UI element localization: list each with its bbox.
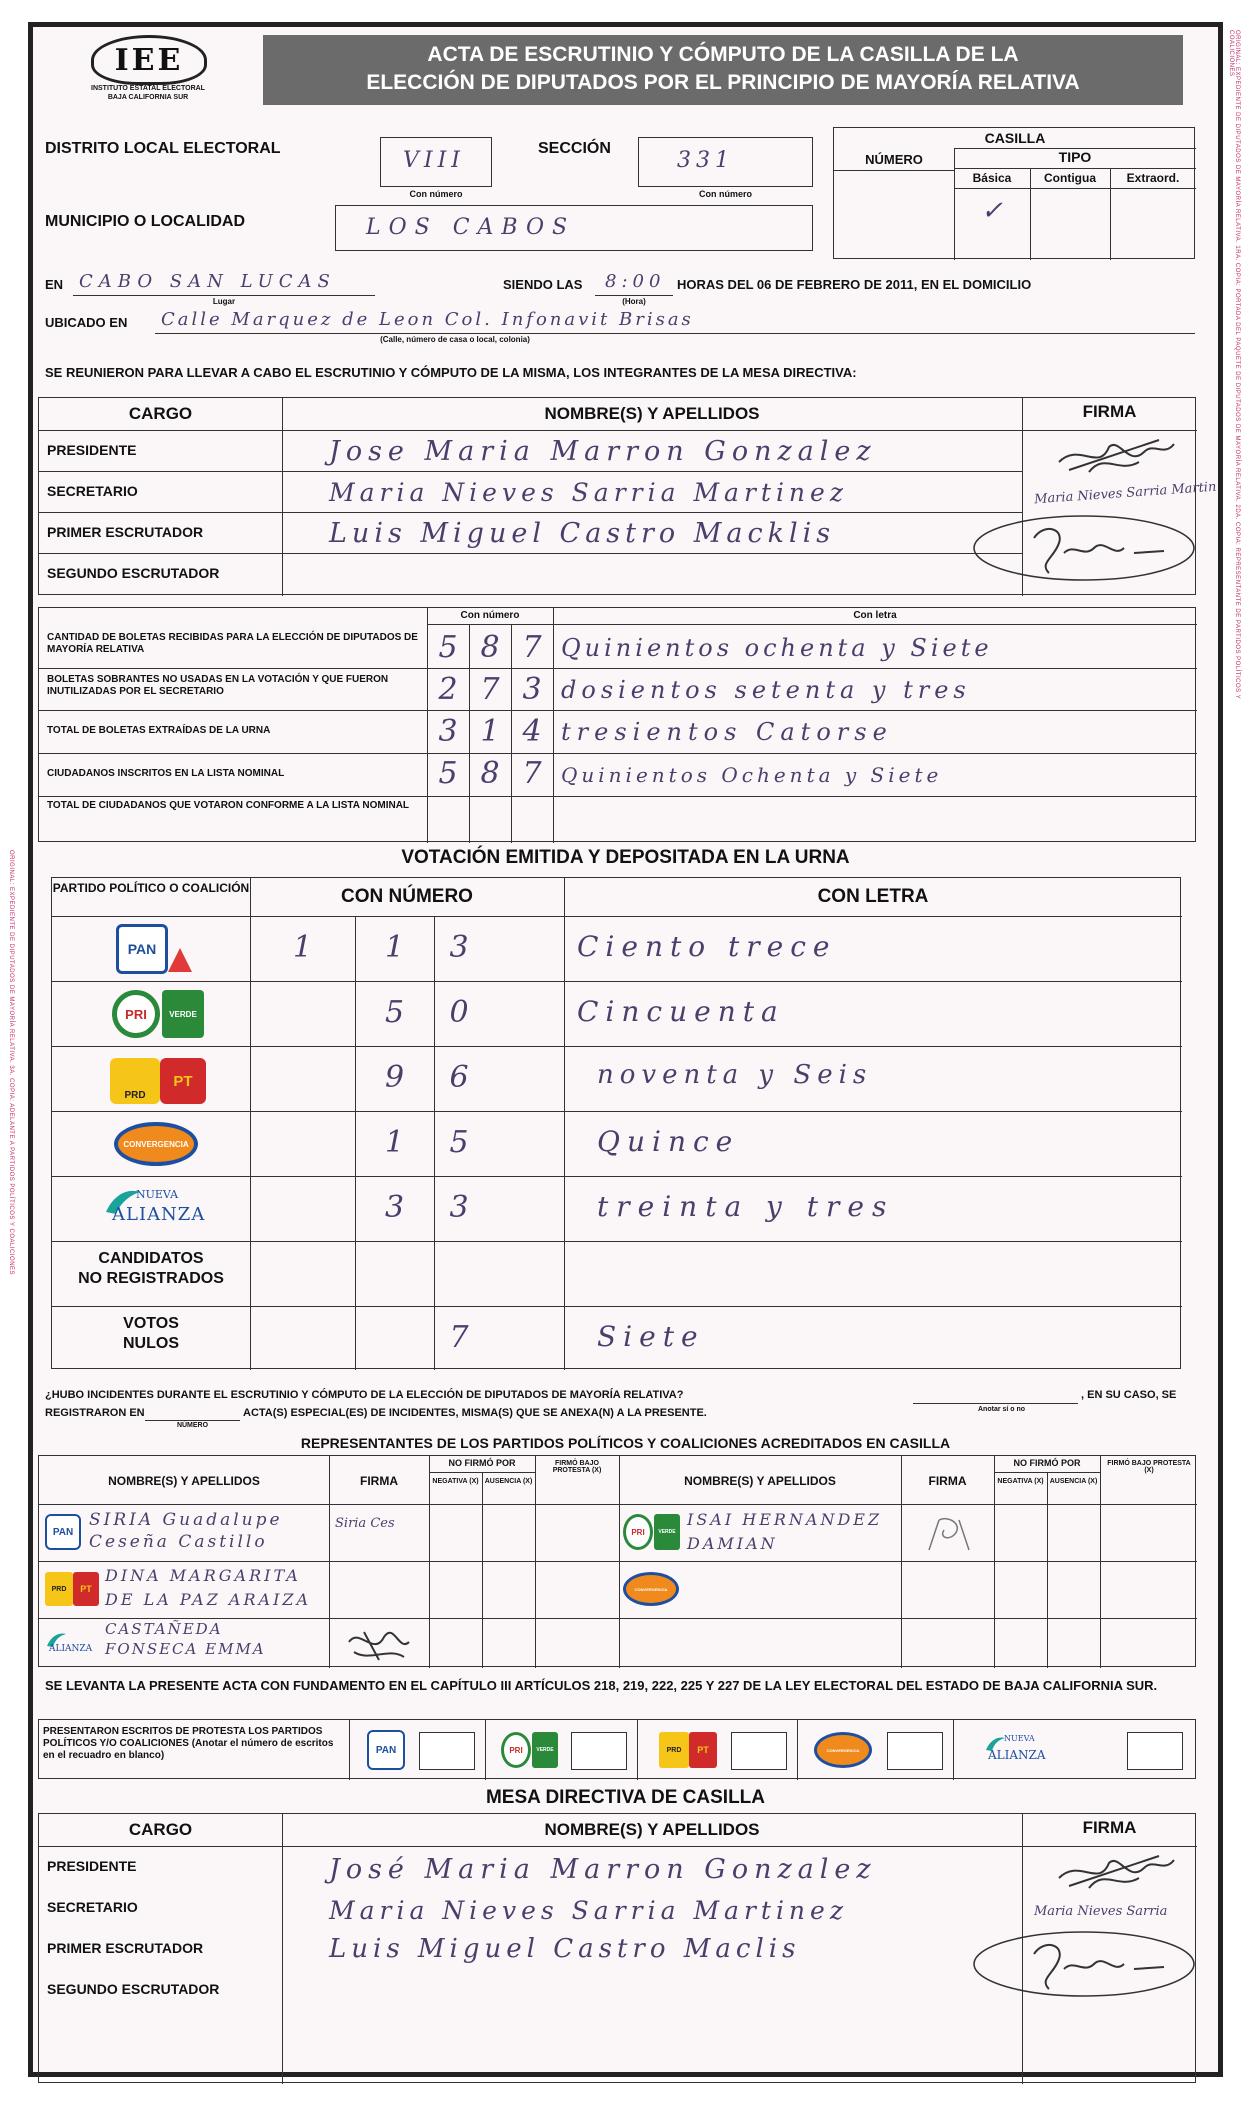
mesa-top-cargo-3: PRIMER ESCRUTADOR	[47, 524, 204, 540]
protesta-pan-logo: PAN	[367, 1730, 405, 1770]
candidatos-label-1: CANDIDATOS	[98, 1250, 204, 1267]
rep-negativa-left: NEGATIVA (X)	[432, 1478, 479, 1485]
iee-logo-mark: IEE	[91, 35, 207, 85]
vote-digit: 7	[449, 1320, 469, 1355]
casilla-table	[833, 127, 1195, 259]
incidentes-line1-end: , EN SU CASO, SE	[1081, 1389, 1177, 1401]
signature-escrutador-bottom	[964, 1919, 1199, 2014]
domicilio-value: Calle Marquez de Leon Col. Infonavit Brisas	[161, 309, 694, 330]
mesa-top-cargo-1: PRESIDENTE	[47, 442, 137, 458]
basica-check: ✓	[981, 196, 1003, 226]
mesa-bottom-nombre-header: NOMBRE(S) Y APELLIDOS	[544, 1820, 760, 1839]
protesta-table	[38, 1719, 1196, 1779]
convergencia-logo: CONVERGENCIA	[114, 1122, 198, 1166]
title-line2: ELECCIÓN DE DIPUTADOS POR EL PRINCIPIO DE MAYORÍA RELATIVA	[366, 71, 1080, 94]
tipo-basica: Básica	[972, 171, 1012, 185]
candidatos-label-2: NO REGISTRADOS	[78, 1270, 224, 1287]
protesta-na-box[interactable]	[1127, 1732, 1183, 1770]
rep-nombre-header-right: NOMBRE(S) Y APELLIDOS	[684, 1474, 836, 1488]
protesta-nueva-alianza-logo	[984, 1734, 1064, 1770]
boletas-con-numero-header: Con número	[460, 610, 520, 621]
boletas-label-3: TOTAL DE BOLETAS EXTRAÍDAS DE LA URNA	[47, 725, 271, 736]
rep-firma-header-right: FIRMA	[928, 1474, 967, 1488]
signature-secretario-bottom: Maria Nieves Sarria	[1034, 1904, 1168, 1919]
protesta-na-text-2: ALIANZA	[988, 1748, 1046, 1762]
mesa-bottom-nombre-2: Maria Nieves Sarria Martinez	[329, 1896, 849, 1925]
vote-digit: 9	[384, 1060, 405, 1095]
rep-protesta-left: FIRMÓ BAJO PROTESTA (X)	[552, 1460, 602, 1474]
verde-logo: VERDE	[162, 990, 204, 1038]
votacion-table	[51, 877, 1181, 1369]
numero-label: NÚMERO	[865, 152, 923, 167]
vote-letra-conv: Quince	[597, 1125, 740, 1158]
rep-convergencia-logo: CONVERGENCIA	[623, 1572, 679, 1606]
rep-nombre-header-left: NOMBRE(S) Y APELLIDOS	[108, 1474, 260, 1488]
mesa-top-cargo-4: SEGUNDO ESCRUTADOR	[47, 565, 220, 581]
municipio-value: LOS CABOS	[366, 215, 576, 240]
mesa-top-cargo-header: CARGO	[128, 404, 193, 423]
vote-digit: 1	[384, 1125, 405, 1160]
protesta-text: PRESENTARON ESCRITOS DE PROTESTA LOS PARTIDOS POLÍTICOS Y/O COALICIONES (Anotar el número de escritos en el recuadro en blanco)	[43, 1726, 334, 1761]
boletas-table	[38, 607, 1196, 842]
rep-ausencia-left: AUSENCIA (X)	[484, 1478, 533, 1485]
mesa-top-table	[38, 397, 1217, 595]
hora-value: 8:00	[605, 271, 666, 292]
rep-nueva-alianza-logo	[45, 1628, 105, 1658]
protesta-verde-logo: VERDE	[532, 1732, 558, 1768]
org-name-line1: INSTITUTO ESTATAL ELECTORAL	[91, 85, 205, 92]
boletas-label-4: CIUDADANOS INSCRITOS EN LA LISTA NOMINAL	[47, 768, 285, 779]
signature-secretario-top: Maria Nieves Sarria Martin	[1033, 479, 1217, 508]
rep-left-nombre-3a: CASTAÑEDA	[105, 1620, 223, 1638]
mesa-bottom-table	[38, 1813, 1196, 2083]
votacion-con-numero-header: CON NÚMERO	[341, 886, 473, 907]
siendo-label: SIENDO LAS	[503, 277, 583, 292]
rep-left-nombre-1b: Ceseña Castillo	[89, 1532, 268, 1552]
rep-right-nombre-1a: ISAI HERNANDEZ	[687, 1510, 883, 1529]
rep-pt-logo: PT	[73, 1572, 99, 1606]
distrito-box	[380, 137, 492, 187]
vote-letra-prd: noventa y Seis	[597, 1060, 873, 1090]
lugar-caption: Lugar	[212, 297, 236, 306]
nueva-alianza-text-1: NUEVA	[136, 1188, 179, 1201]
rep-prd-logo: PRD	[45, 1572, 73, 1606]
mesa-bottom-cargo-3: PRIMER ESCRUTADOR	[47, 1940, 204, 1956]
incidentes-anotar-caption: Anotar sí o no	[978, 1406, 1026, 1413]
mesa-top-nombre-2: Maria Nieves Sarria Martinez	[329, 478, 849, 507]
protesta-pt-logo: PT	[689, 1732, 717, 1768]
vote-digit: 1	[384, 930, 405, 965]
vote-digit: 0	[449, 995, 469, 1030]
nulos-label-1: VOTOS	[123, 1315, 179, 1332]
side-note-left: ORIGINAL: EXPEDIENTE DE DIPUTADOS DE MAYORÍA RELATIVA. 3A. COPIA: ADELANTE A PARTIDOS POLÍTICOS Y COALICIONES	[8, 850, 14, 1276]
title-bar	[263, 35, 1183, 105]
fundamento-text: SE LEVANTA LA PRESENTE ACTA CON FUNDAMENTO EN EL CAPÍTULO III ARTÍCULOS 218, 219, 222, 225 Y 227 DE LA LEY ELECTORAL DEL ESTADO DE BAJA CALIFORNIA SUR.	[45, 1678, 1158, 1693]
signature-presidente-bottom	[1049, 1848, 1179, 1896]
boletas-label-1: CANTIDAD DE BOLETAS RECIBIDAS PARA LA ELECCIÓN DE DIPUTADOS DE MAYORÍA RELATIVA	[47, 632, 418, 655]
mesa-bottom-cargo-2: SECRETARIO	[47, 1899, 138, 1915]
tipo-extraord: Extraord.	[1126, 171, 1180, 185]
vote-digit: 6	[449, 1060, 469, 1095]
pan-logo: PAN	[116, 924, 168, 974]
distrito-value: VIII	[403, 148, 465, 173]
prd-logo: PRD	[110, 1058, 160, 1104]
boletas-label-5: TOTAL DE CIUDADANOS QUE VOTARON CONFORME A LA LISTA NOMINAL	[47, 800, 410, 811]
incidentes-line2: ACTA(S) ESPECIAL(ES) DE INCIDENTES, MISMA(S) QUE SE ANEXA(N) A LA PRESENTE.	[243, 1407, 707, 1419]
votacion-con-letra-header: CON LETRA	[817, 886, 929, 907]
ubicado-label: UBICADO EN	[45, 315, 128, 330]
mesa-top-nombre-header: NOMBRE(S) Y APELLIDOS	[544, 404, 760, 423]
municipio-label: MUNICIPIO O LOCALIDAD	[45, 213, 245, 230]
signature-rep-na	[339, 1622, 419, 1666]
protesta-prd-logo: PRD	[659, 1732, 689, 1768]
rep-no-firmo-header-left: NO FIRMÓ POR	[448, 1458, 516, 1468]
candidate-flag-icon	[168, 948, 192, 972]
mesa-top-firma-header: FIRMA	[1082, 402, 1137, 421]
seccion-label: SECCIÓN	[538, 140, 611, 157]
protesta-pri-box[interactable]	[571, 1732, 627, 1770]
protesta-convergencia-logo: CONVERGENCIA	[814, 1732, 872, 1768]
partido-header: PARTIDO POLÍTICO O COALICIÓN	[52, 881, 250, 895]
rep-left-firma-1: Siria Ces	[335, 1516, 395, 1531]
signature-presidente-top	[1049, 432, 1179, 480]
signature-rep-pri	[909, 1510, 989, 1558]
reunion-text: SE REUNIERON PARA LLEVAR A CABO EL ESCRUTINIO Y CÓMPUTO DE LA MISMA, LOS INTEGRANTES DE LA MESA DIRECTIVA:	[45, 365, 857, 380]
vote-digit: 1	[292, 930, 313, 965]
boletas-letra-4: Quinientos Ochenta y Siete	[561, 763, 943, 787]
boletas-digit: 7	[522, 630, 542, 665]
protesta-pri-logo: PRI	[501, 1732, 531, 1768]
iee-logo	[73, 35, 223, 110]
boletas-digit: 7	[480, 672, 500, 707]
seccion-box	[638, 137, 813, 187]
rep-left-nombre-2a: DINA MARGARITA	[105, 1566, 301, 1585]
protesta-prd-box[interactable]	[731, 1732, 787, 1770]
protesta-conv-box[interactable]	[887, 1732, 943, 1770]
rep-negativa-right: NEGATIVA (X)	[997, 1478, 1044, 1485]
representantes-title: REPRESENTANTES DE LOS PARTIDOS POLÍTICOS Y COALICIONES ACREDITADOS EN CASILLA	[300, 1435, 951, 1451]
boletas-digit: 8	[480, 630, 500, 665]
mesa-bottom-nombre-1: José Maria Marron Gonzalez	[329, 1854, 877, 1885]
boletas-digit: 2	[438, 672, 458, 707]
mesa-bottom-nombre-3: Luis Miguel Castro Maclis	[329, 1934, 801, 1964]
nueva-alianza-text-2: ALIANZA	[112, 1204, 206, 1225]
boletas-digit: 5	[438, 756, 458, 791]
protesta-na-text-1: NUEVA	[1004, 1734, 1035, 1743]
municipio-box	[335, 205, 813, 251]
rep-pan-logo: PAN	[45, 1514, 81, 1550]
rep-right-nombre-1b: DAMIAN	[687, 1534, 778, 1553]
boletas-con-letra-header: Con letra	[853, 610, 897, 621]
pt-logo: PT	[160, 1058, 206, 1104]
title-line1: ACTA DE ESCRUTINIO Y CÓMPUTO DE LA CASILLA DE LA	[427, 43, 1019, 66]
boletas-letra-1: Quinientos ochenta y Siete	[561, 634, 993, 662]
incidentes-line1: ¿HUBO INCIDENTES DURANTE EL ESCRUTINIO Y CÓMPUTO DE LA ELECCIÓN DE DIPUTADOS DE MAYORÍA RELATIVA?	[45, 1389, 684, 1401]
rep-firma-header-left: FIRMA	[360, 1474, 398, 1488]
vote-digit: 5	[384, 995, 405, 1030]
distrito-label: DISTRITO LOCAL ELECTORAL	[45, 140, 281, 157]
mesa-bottom-firma-header: FIRMA	[1082, 1818, 1137, 1837]
rep-no-firmo-header-right: NO FIRMÓ POR	[1013, 1458, 1081, 1468]
rep-protesta-right: FIRMÓ BAJO PROTESTA (X)	[1107, 1460, 1191, 1474]
vote-digit: 3	[449, 930, 469, 965]
tipo-contigua: Contigua	[1044, 171, 1096, 185]
vote-digit: 3	[384, 1190, 405, 1225]
boletas-digit: 1	[480, 714, 500, 749]
mesa-bottom-cargo-4: SEGUNDO ESCRUTADOR	[47, 1981, 220, 1997]
lugar-value: CABO SAN LUCAS	[79, 271, 336, 292]
vote-letra-na: treinta y tres	[597, 1190, 895, 1223]
pri-logo: PRI	[112, 990, 160, 1038]
boletas-digit: 3	[522, 672, 542, 707]
incidentes-numero-caption: NÚMERO	[176, 1422, 209, 1429]
boletas-digit: 5	[438, 630, 458, 665]
mesa-bottom-cargo-header: CARGO	[128, 1820, 193, 1839]
rep-left-nombre-3b: FONSECA EMMA	[105, 1640, 266, 1658]
boletas-digit: 7	[522, 756, 542, 791]
rep-ausencia-right: AUSENCIA (X)	[1049, 1478, 1098, 1485]
side-note-right: ORIGINAL: EXPEDIENTE DE DIPUTADOS DE MAYORÍA RELATIVA. 1RA. COPIA: PORTADA DEL PAQUETE DE DIPUTADOS DE MAYORÍA RELATIVA. 2DA. COPIA: REPRESENTANTE DE PARTIDOS POLÍTICOS Y COALICIONES	[1228, 30, 1240, 700]
nueva-alianza-logo	[102, 1182, 222, 1234]
vote-letra-pan: Ciento trece	[577, 930, 837, 963]
horas-text: HORAS DEL 06 DE FEBRERO DE 2011, EN EL DOMICILIO	[677, 277, 1032, 292]
rep-left-nombre-2b: DE LA PAZ ARAIZA	[105, 1590, 312, 1609]
org-name-line2: BAJA CALIFORNIA SUR	[107, 94, 189, 101]
hora-caption: (Hora)	[622, 297, 646, 306]
acta-form	[28, 22, 1223, 2077]
distrito-caption: Con número	[409, 189, 463, 199]
nulos-label-2: NULOS	[123, 1335, 179, 1352]
rep-pri-logo: PRI	[623, 1514, 653, 1550]
domicilio-caption: (Calle, número de casa o local, colonia)	[380, 335, 530, 344]
mesa-bottom-cargo-1: PRESIDENTE	[47, 1858, 137, 1874]
mesa-bottom-title: MESA DIRECTIVA DE CASILLA	[485, 1787, 766, 1808]
vote-letra-pri: Cincuenta	[577, 995, 785, 1028]
boletas-digit: 8	[480, 756, 500, 791]
protesta-pan-box[interactable]	[419, 1732, 475, 1770]
en-label: EN	[45, 277, 64, 292]
seccion-caption: Con número	[699, 189, 752, 199]
vote-digit: 5	[449, 1125, 469, 1160]
boletas-letra-3: tresientos Catorse	[561, 718, 893, 746]
signature-escrutador-top	[964, 503, 1199, 598]
mesa-top-nombre-3: Luis Miguel Castro Macklis	[329, 518, 836, 549]
casilla-label: CASILLA	[984, 130, 1046, 146]
rep-verde-logo: VERDE	[654, 1514, 680, 1550]
vote-digit: 3	[449, 1190, 469, 1225]
incidentes-line2-start: REGISTRARON EN	[45, 1407, 145, 1419]
boletas-digit: 4	[522, 714, 542, 749]
vote-letra-nulos: Siete	[597, 1320, 705, 1353]
tipo-label: TIPO	[1058, 149, 1092, 165]
votacion-title: VOTACIÓN EMITIDA Y DEPOSITADA EN LA URNA	[401, 847, 850, 868]
mesa-top-nombre-1: Jose Maria Marron Gonzalez	[329, 436, 877, 467]
boletas-letra-2: dosientos setenta y tres	[561, 676, 971, 704]
seccion-value: 331	[677, 148, 734, 173]
rep-na-text: ALIANZA	[49, 1644, 93, 1654]
mesa-top-cargo-2: SECRETARIO	[47, 483, 138, 499]
rep-left-nombre-1a: SIRIA Guadalupe	[89, 1510, 283, 1530]
boletas-label-2: BOLETAS SOBRANTES NO USADAS EN LA VOTACIÓN Y QUE FUERON INUTILIZADAS POR EL SECRETARIO	[47, 674, 389, 697]
representantes-table	[38, 1455, 1196, 1667]
boletas-digit: 3	[438, 714, 458, 749]
